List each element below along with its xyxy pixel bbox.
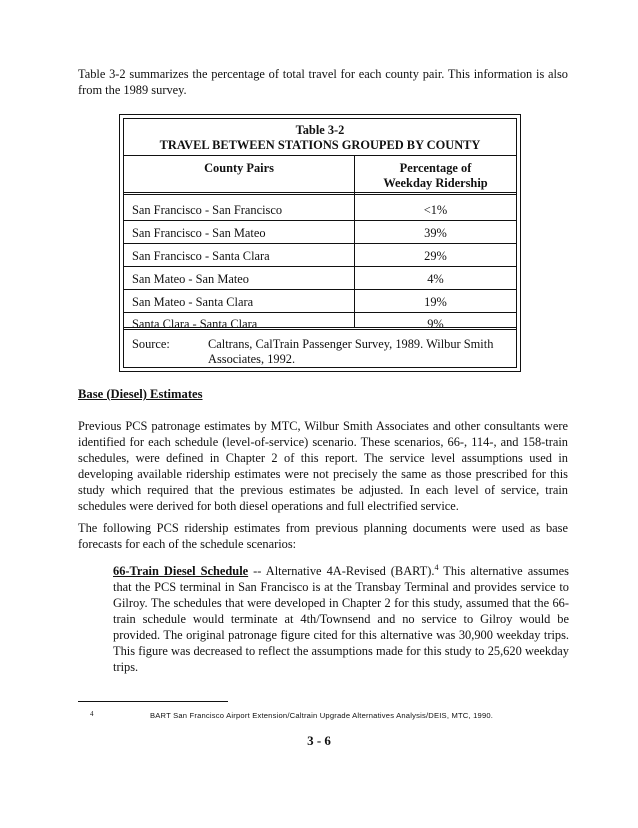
table-header-rule <box>124 192 516 195</box>
schedule-item-alternative: -- Alternative 4A-Revised (BART). <box>248 564 435 578</box>
table-row-pct: 9% <box>427 317 444 331</box>
header-percentage-line2: Weekday Ridership <box>383 176 488 190</box>
footnote-text: BART San Francisco Airport Extension/Caltrain Upgrade Alternatives Analysis/DEIS, MTC, 1990. <box>150 711 494 720</box>
table-row-pct: 39% <box>424 226 447 240</box>
table-row-pct: 29% <box>424 249 447 263</box>
table-row-pct: 4% <box>427 272 444 286</box>
ridership-table <box>119 114 521 372</box>
header-county-pairs: County Pairs <box>204 161 274 175</box>
table-row-rule <box>124 289 516 290</box>
footnote-reference: 4 <box>434 562 439 572</box>
table-number: Table 3-2 <box>295 123 345 137</box>
table-row-pct: <1% <box>423 203 448 217</box>
source-label: Source: <box>132 337 170 351</box>
table-source-rule <box>124 327 516 330</box>
table-row-pair: San Francisco - Santa Clara <box>132 249 270 263</box>
header-percentage <box>355 161 516 191</box>
table-rule <box>124 155 516 156</box>
schedule-item-66-train <box>113 563 569 675</box>
table-row-pair: Santa Clara - Santa Clara <box>132 317 258 331</box>
table-row-rule <box>124 312 516 313</box>
intro-paragraph: Table 3-2 summarizes the percentage of total travel for each county pair. This information is also from the 1989 survey. <box>78 67 568 97</box>
table-row-pair: San Francisco - San Mateo <box>132 226 266 240</box>
schedule-item-title: 66-Train Diesel Schedule <box>113 564 249 578</box>
section-paragraph-2: The following PCS ridership estimates from previous planning documents were used as base forecasts for each of the schedule scenarios: <box>78 521 568 551</box>
header-percentage-line1: Percentage of <box>399 161 472 175</box>
table-row-rule <box>124 243 516 244</box>
table-title-block <box>124 123 516 153</box>
schedule-item-body: This alternative assumes that the PCS terminal in San Francisco is at the Transbay Terminal and provides service to Gilroy. The schedules that were developed in Chapter 2 for this study, assumed that the 66-train schedule would terminate at 4th/Townsend and no service to Gilroy would be provided. The original patronage figure cited for this alternative was 30,900 weekday trips. This figure was decreased to reflect the assumptions made for this study to 25,620 weekday trips. <box>113 564 569 674</box>
table-row-rule <box>124 266 516 267</box>
table-row-pair: San Mateo - Santa Clara <box>132 295 254 309</box>
footnote-rule <box>78 701 228 702</box>
table-row-pair: San Mateo - San Mateo <box>132 272 249 286</box>
footnote-mark: 4 <box>90 710 94 718</box>
page-number: 3 - 6 <box>307 733 331 748</box>
table-row-rule <box>124 220 516 221</box>
section-heading: Base (Diesel) Estimates <box>78 387 203 401</box>
source-text: Caltrans, CalTrain Passenger Survey, 1989. Wilbur Smith Associates, 1992. <box>208 337 494 366</box>
table-row-pct: 19% <box>424 295 447 309</box>
section-paragraph-1: Previous PCS patronage estimates by MTC, Wilbur Smith Associates and other consultants were identified for each schedule (level-of-service) scenario. These scenarios, 66-, 114-, and 158-train schedules, were defined in Chapter 2 of this report. The service level assumptions used in developing available ridership estimates were not precisely the same as those prescribed for this study which required that the previous estimates be adjusted. In each level of service, train schedules were derived for both diesel operations and full electrified service. <box>78 419 568 513</box>
table-caption: TRAVEL BETWEEN STATIONS GROUPED BY COUNTY <box>159 138 481 152</box>
table-row-pair: San Francisco - San Francisco <box>132 203 283 217</box>
ridership-table-inner <box>123 118 517 368</box>
